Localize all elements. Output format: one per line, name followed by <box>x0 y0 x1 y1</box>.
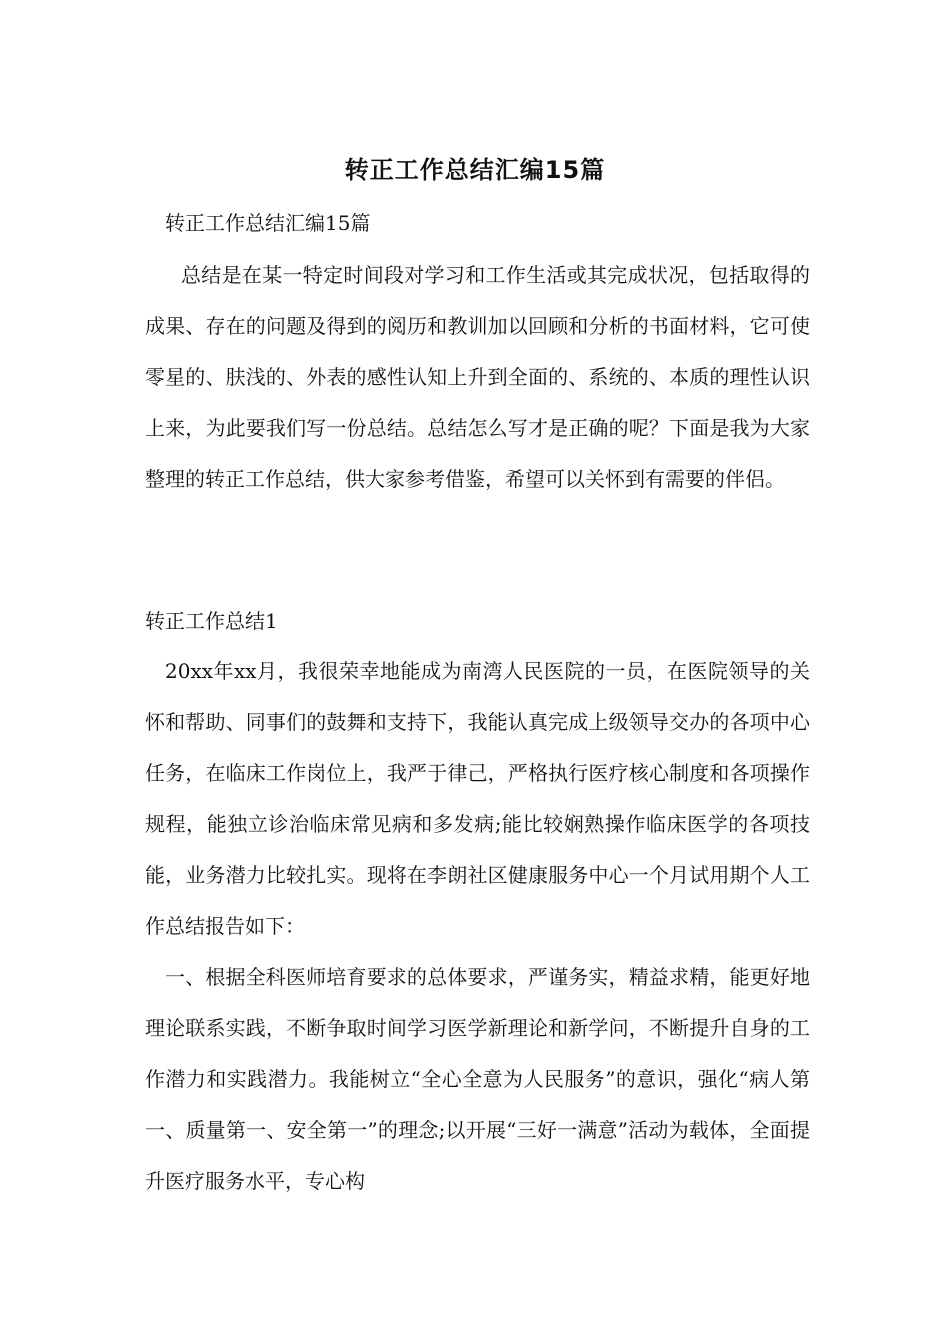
body-paragraph-2: 一、根据全科医师培育要求的总体要求，严谨务实，精益求精，能更好地理论联系实践，不断争取时间学习医学新理论和新学问，不断提升自身的工作潜力和实践潜力。我能树立“全心全意为人民服务”的意识，强化“病人第一、质量第一、安全第一”的理念;以开展“三好一满意”活动为载体，全面提升医疗服务水平，专心构 <box>145 965 810 1193</box>
body-paragraph-1: 20xx年xx月，我很荣幸地能成为南湾人民医院的一员，在医院领导的关怀和帮助、同事们的鼓舞和支持下，我能认真完成上级领导交办的各项中心任务，在临床工作岗位上，我严于律己，严格执行医疗核心制度和各项操作规程，能独立诊治临床常见病和多发病;能比较娴熟操作临床医学的各项技能，业务潜力比较扎实。现将在李朗社区健康服务中心一个月试用期个人工作总结报告如下： <box>145 659 810 938</box>
document-title: 转正工作总结汇编15篇 <box>344 156 606 184</box>
section-heading: 转正工作总结1 <box>145 609 278 633</box>
intro-paragraph: 总结是在某一特定时间段对学习和工作生活或其完成状况，包括取得的成果、存在的问题及得到的阅历和教训加以回顾和分析的书面材料，它可使零星的、肤浅的、外表的感性认知上升到全面的、系统的、本质的理性认识上来，为此要我们写一份总结。总结怎么写才是正确的呢？下面是我为大家整理的转正工作总结，供大家参考借鉴，希望可以关怀到有需要的伴侣。 <box>145 263 810 491</box>
document-subtitle: 转正工作总结汇编15篇 <box>165 211 371 235</box>
